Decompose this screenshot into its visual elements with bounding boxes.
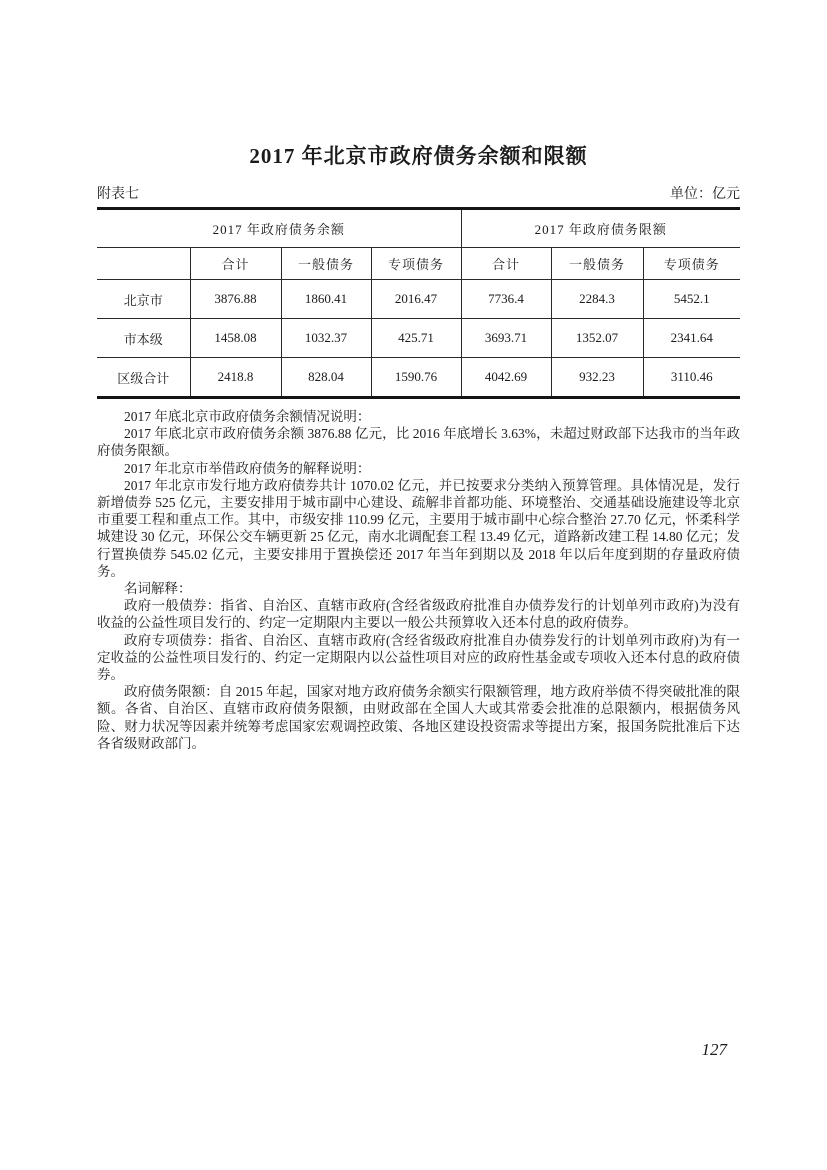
row-label: 市本级 [97, 319, 190, 358]
note-paragraph-glossary-heading: 名词解释： [124, 581, 192, 597]
cell-value: 2016.47 [371, 280, 461, 319]
cell-value: 3110.46 [643, 358, 740, 398]
note-paragraph-borrowing-detail: 2017 年北京市发行地方政府债券共计 1070.02 亿元，并已按要求分类纳入预算管理。具体情况是，发行新增债券 525 亿元，主要安排用于城市副中心建设、疏解非首都功能、环境整治、交通基础设施建设等北京市重要工程和重点工作。其中，市级安排 110.99 亿元，主要用于城市副中心综合整治 27.70 亿元，怀柔科学城建设 30 亿元，环保公交车辆更新 25 亿元，南水北调配套工程 13.49 亿元，道路新改建工程 14.80 亿元；发行置换债券 545.02 亿元，主要安排用于置换偿还 2017 年当年到期以及 2018 年以后年度到期的存量政府债务。 [97, 477, 740, 579]
table-column-header-row [97, 248, 740, 280]
table-row-municipal [97, 319, 740, 358]
notes-section [97, 408, 740, 752]
col-header-balance-special: 专项债务 [371, 248, 461, 280]
page-number: 127 [701, 1040, 727, 1059]
cell-value: 1860.41 [281, 280, 371, 319]
note-paragraph-balance-heading: 2017 年底北京市政府债务余额情况说明： [124, 409, 371, 424]
cell-value: 2284.3 [551, 280, 643, 319]
cell-value: 7736.4 [461, 280, 551, 319]
col-header-limit-total: 合计 [461, 248, 551, 280]
row-label-header-blank [97, 248, 190, 280]
debt-balance-limit-table [97, 207, 740, 399]
cell-value: 1032.37 [281, 319, 371, 358]
cell-value: 1458.08 [190, 319, 281, 358]
note-paragraph-general-bond-definition: 政府一般债券：指省、自治区、直辖市政府(含经省级政府批准自办债券发行的计划单列市政府)为没有收益的公益性项目发行的、约定一定期限内主要以一般公共预算收入还本付息的政府债券。 [97, 598, 740, 631]
col-header-limit-special: 专项债务 [643, 248, 740, 280]
cell-value: 932.23 [551, 358, 643, 398]
group-header-limit: 2017 年政府债务限额 [461, 209, 740, 248]
cell-value: 3876.88 [190, 280, 281, 319]
col-header-limit-general: 一般债务 [551, 248, 643, 280]
page-title: 2017 年北京市政府债务余额和限额 [249, 144, 588, 168]
col-header-balance-total: 合计 [190, 248, 281, 280]
table-row-beijing [97, 280, 740, 319]
row-label: 区级合计 [97, 358, 190, 398]
table-row-district-total [97, 358, 740, 398]
row-label: 北京市 [97, 280, 190, 319]
table-meta-row [97, 186, 740, 204]
cell-value: 2341.64 [643, 319, 740, 358]
group-header-balance: 2017 年政府债务余额 [97, 209, 461, 248]
cell-value: 3693.71 [461, 319, 551, 358]
cell-value: 5452.1 [643, 280, 740, 319]
table-label: 附表七 [97, 187, 139, 202]
note-paragraph-balance-detail: 2017 年底北京市政府债务余额 3876.88 亿元，比 2016 年底增长 3.63%，未超过财政部下达我市的当年政府债务限额。 [97, 426, 740, 459]
col-header-balance-general: 一般债务 [281, 248, 371, 280]
unit-label: 单位：亿元 [670, 187, 740, 202]
note-paragraph-special-bond-definition: 政府专项债券：指省、自治区、直辖市政府(含经省级政府批准自办债券发行的计划单列市政府)为有一定收益的公益性项目发行的、约定一定期限内以公益性项目对应的政府性基金或专项收入还本付息的政府债券。 [97, 632, 740, 683]
cell-value: 4042.69 [461, 358, 551, 398]
cell-value: 828.04 [281, 358, 371, 398]
cell-value: 1590.76 [371, 358, 461, 398]
cell-value: 2418.8 [190, 358, 281, 398]
cell-value: 425.71 [371, 319, 461, 358]
cell-value: 1352.07 [551, 319, 643, 358]
table-group-header-row [97, 209, 740, 248]
note-paragraph-borrowing-heading: 2017 年北京市举借政府债务的解释说明： [124, 460, 371, 476]
note-paragraph-debt-limit-definition: 政府债务限额：自 2015 年起，国家对地方政府债务余额实行限额管理，地方政府举债不得突破批准的限额。各省、自治区、直辖市政府债务限额，由财政部在全国人大或其常委会批准的总限额内，根据债务风险、财力状况等因素并统筹考虑国家宏观调控政策、各地区建设投资需求等提出方案，报国务院批准后下达各省级财政部门。 [97, 684, 740, 751]
